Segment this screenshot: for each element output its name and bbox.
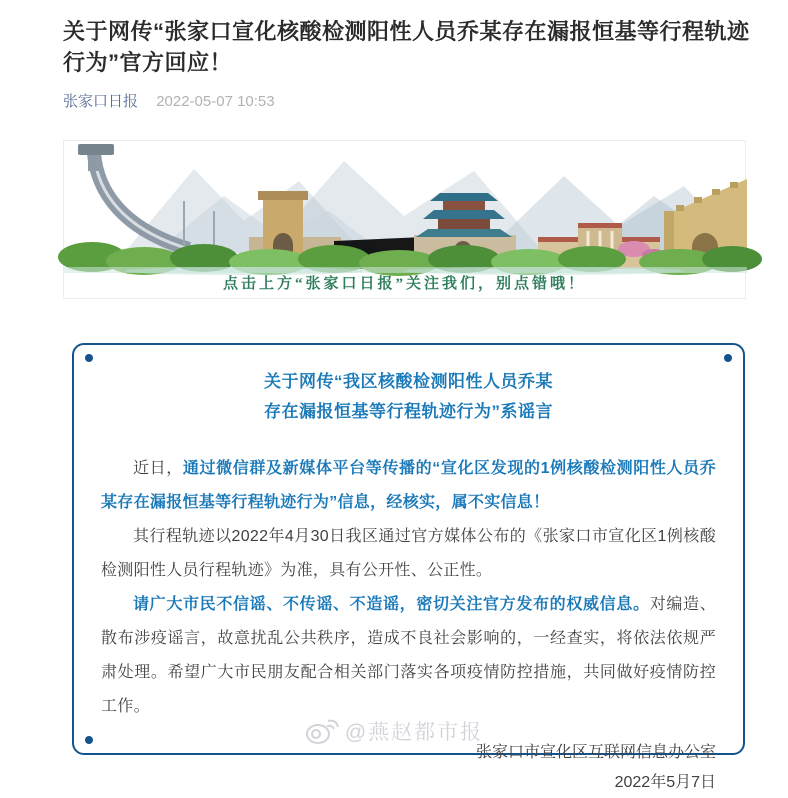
notice-paragraph	[101, 452, 716, 520]
page-title: 关于网传“张家口宣化核酸检测阳性人员乔某存在漏报恒基等行程轨迹行为”官方回应！	[63, 19, 750, 75]
paragraph-emphasis: 请广大市民不信谣、不传谣、不造谣，密切关注官方发布的权威信息。	[133, 596, 650, 613]
paragraph-text: 对编造、散布涉疫谣言，故意扰乱公共秩序，造成不良社会影响的，一经查实，将依法依规严肃处理。希望广大市民朋友配合相关部门落实各项疫情防控措施，共同做好疫情防控工作。	[101, 596, 716, 715]
landmarks-illustration	[64, 141, 747, 273]
banner-image[interactable]	[63, 140, 746, 299]
notice-title	[74, 367, 743, 427]
notice-signature-block	[74, 738, 716, 798]
banner-caption: 点击上方“张家口日报”关注我们，别点错哦！	[222, 276, 586, 292]
corner-dot-icon	[85, 354, 93, 362]
notice-title-line2: 存在漏报恒基等行程轨迹行为”系谣言	[264, 402, 553, 421]
paragraph-emphasis: 通过微信群及新媒体平台等传播的“宣化区发现的1例核酸检测阳性人员乔某存在漏报恒基等行程轨迹行为”信息，经核实，属不实信息！	[101, 460, 716, 511]
corner-dot-icon	[724, 354, 732, 362]
watermark-label: @燕赵都市报	[344, 721, 484, 744]
paragraph-text: 其行程轨迹以2022年4月30日我区通过官方媒体公布的《张家口市宣化区1例核酸检测阳性人员行程轨迹》为准，具有公开性、公正性。	[101, 528, 716, 579]
signature-org: 张家口市宣化区互联网信息办公室	[475, 744, 716, 761]
source-account-link[interactable]: 张家口日报	[63, 93, 139, 110]
notice-paragraph	[101, 520, 716, 588]
corner-dot-icon	[85, 736, 93, 744]
article-meta	[63, 90, 275, 111]
official-notice-box	[72, 343, 745, 791]
publish-time: 2022-05-07 10:53	[156, 93, 275, 110]
paragraph-text: 近日，	[133, 460, 183, 477]
signature-date: 2022年5月7日	[614, 774, 716, 791]
notice-title-line1: 关于网传“我区核酸检测阳性人员乔某	[264, 372, 553, 391]
notice-body	[101, 452, 716, 724]
notice-paragraph	[101, 588, 716, 724]
